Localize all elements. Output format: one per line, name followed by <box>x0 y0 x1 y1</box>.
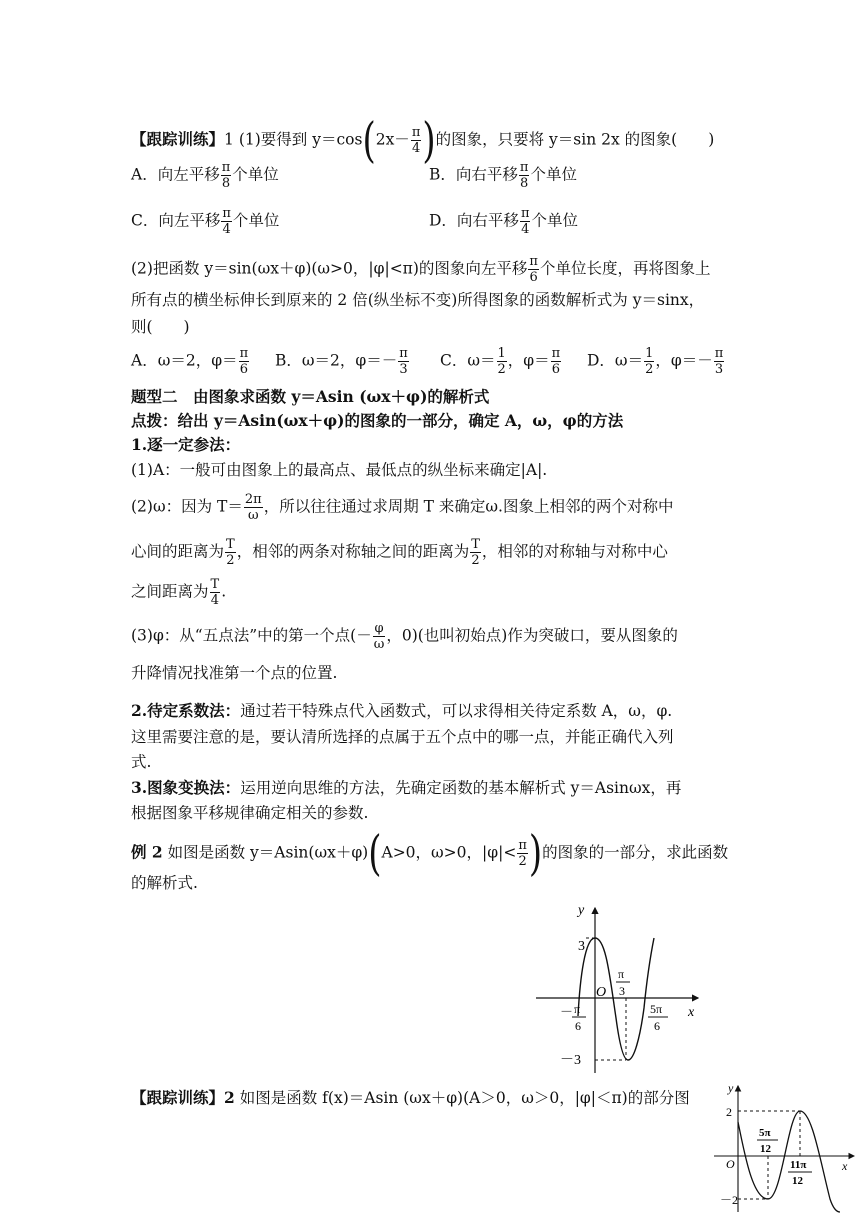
svg-text:－3: －3 <box>560 1053 581 1068</box>
example2-line2: 的解析式. <box>131 874 198 892</box>
method2-c: 式. <box>131 753 152 771</box>
svg-text:11π: 11π <box>790 1159 807 1171</box>
training2-graph <box>712 1080 858 1214</box>
q1-option-c: C．向左平移 $\frac{\pi}{4}$ 个单位 <box>131 206 280 237</box>
q2-option-d: D．ω＝ $\frac{1}{2}$ ，φ＝－ $\frac{\pi}{3}$ <box>587 346 724 377</box>
q1-option-d: D．向右平移 $\frac{\pi}{4}$ 个单位 <box>429 206 578 237</box>
svg-text:－: － <box>560 1004 574 1019</box>
q1-arg: 2x－ <box>375 130 410 149</box>
method2-b: 这里需要注意的是，要认清所选择的点属于五个点中的哪一点，并能正确代入列 <box>131 728 674 746</box>
training-tag: 【跟踪训练】 <box>131 129 225 149</box>
q2-line1: (2)把函数 y＝sin(ωx＋φ)(ω>0，|φ|<π)的图象向左平移 $\frac{\pi}{6}$ 个单位长度，再将图象上 <box>131 254 711 285</box>
q2-line2: 所有点的横坐标伸长到原来的 2 倍(纵坐标不变)所得图象的函数解析式为 y＝sinx， <box>131 291 705 309</box>
svg-text:5π: 5π <box>650 1002 663 1016</box>
method1-c: 心间的距离为 $\frac{T}{2}$ ，相邻的两条对称轴之间的距离为 $\frac{T}{2}$ ，相邻的对称轴与对称中心 <box>131 537 668 568</box>
section-title: 题型二 由图象求函数 y＝Asin (ωx＋φ)的解析式 <box>131 387 490 406</box>
method1-f: 升降情况找准第一个点的位置. <box>131 664 338 682</box>
svg-text:x: x <box>688 1005 695 1020</box>
left-paren: ( <box>362 112 376 169</box>
q2-option-b: B．ω＝2，φ＝－ $\frac{\pi}{3}$ <box>275 346 408 377</box>
svg-text:12: 12 <box>760 1143 771 1155</box>
svg-text:π: π <box>574 1002 581 1016</box>
method1-b: (2)ω：因为 T＝ $\frac{2\pi}{\omega}$ ，所以往往通过求周期 T 来确定ω.图象上相邻的两个对称中 <box>131 492 674 523</box>
sine-curve <box>738 1111 840 1212</box>
svg-text:12: 12 <box>792 1175 803 1187</box>
section-hint: 点拨：给出 y＝Asin(ωx＋φ)的图象的一部分，确定 A，ω，φ的方法 <box>131 411 624 430</box>
svg-text:y: y <box>728 1081 734 1095</box>
q1-option-b: B．向右平移 $\frac{\pi}{8}$ 个单位 <box>429 160 577 191</box>
svg-text:x: x <box>842 1159 848 1173</box>
method1-title: 1.逐一定参法： <box>131 435 241 454</box>
svg-text:－2: －2 <box>720 1193 739 1207</box>
q2-option-a: A．ω＝2，φ＝ $\frac{\pi}{6}$ <box>131 346 249 377</box>
method1-d: 之间距离为 $\frac{T}{4}$ . <box>131 577 227 608</box>
q1-suffix: 的图象，只要将 y＝sin 2x 的图象( ) <box>435 130 715 149</box>
svg-text:3: 3 <box>619 984 625 998</box>
fraction: $\frac{\pi}{4}$ <box>411 125 421 156</box>
svg-text:O: O <box>726 1157 735 1171</box>
method1-a: (1)A：一般可由图象上的最高点、最低点的纵坐标来确定|A|. <box>131 461 548 479</box>
q2-line3: 则( ) <box>131 318 190 336</box>
method2-a: 2.待定系数法：通过若干特殊点代入函数式，可以求得相关待定系数 A，ω，φ. <box>131 701 673 720</box>
training1-question1 <box>131 112 715 169</box>
q2-option-c: C．ω＝ $\frac{1}{2}$ ，φ＝ $\frac{\pi}{6}$ <box>440 346 561 377</box>
q1-option-a: A．向左平移 $\frac{\pi}{8}$ 个单位 <box>131 160 279 191</box>
method1-e: (3)φ：从“五点法”中的第一个点(－ $\frac{\varphi}{\omega}$ ，0)(也叫初始点)作为突破口，要从图象的 <box>131 621 678 652</box>
svg-text:6: 6 <box>575 1019 581 1033</box>
q1-prefix: (1)要得到 y＝cos <box>238 130 363 149</box>
example2-graph <box>520 898 710 1078</box>
training2-line: 【跟踪训练】2 如图是函数 f(x)＝Asin (ωx＋φ)(A＞0，ω＞0，|φ|＜π)的部分图 <box>131 1088 690 1107</box>
example2-line1: 例 2 如图是函数 y＝Asin(ωx＋φ)(A>0，ω>0，|φ|< $\frac{\pi}{2}$ )的图象的一部分，求此函数 <box>131 825 729 882</box>
svg-text:y: y <box>578 903 585 918</box>
svg-text:3: 3 <box>578 939 585 954</box>
training-number: 1 <box>224 130 234 149</box>
svg-text:6: 6 <box>654 1019 660 1033</box>
svg-text:O: O <box>596 985 607 1000</box>
svg-text:π: π <box>618 967 625 981</box>
svg-text:5π: 5π <box>759 1127 771 1139</box>
sine-curve <box>578 938 654 1060</box>
right-paren: ) <box>422 112 436 169</box>
svg-text:2: 2 <box>726 1105 732 1119</box>
method3-a: 3.图象变换法：运用逆向思维的方法，先确定函数的基本解析式 y＝Asinωx，再 <box>131 778 682 797</box>
method3-b: 根据图象平移规律确定相关的参数. <box>131 804 369 822</box>
